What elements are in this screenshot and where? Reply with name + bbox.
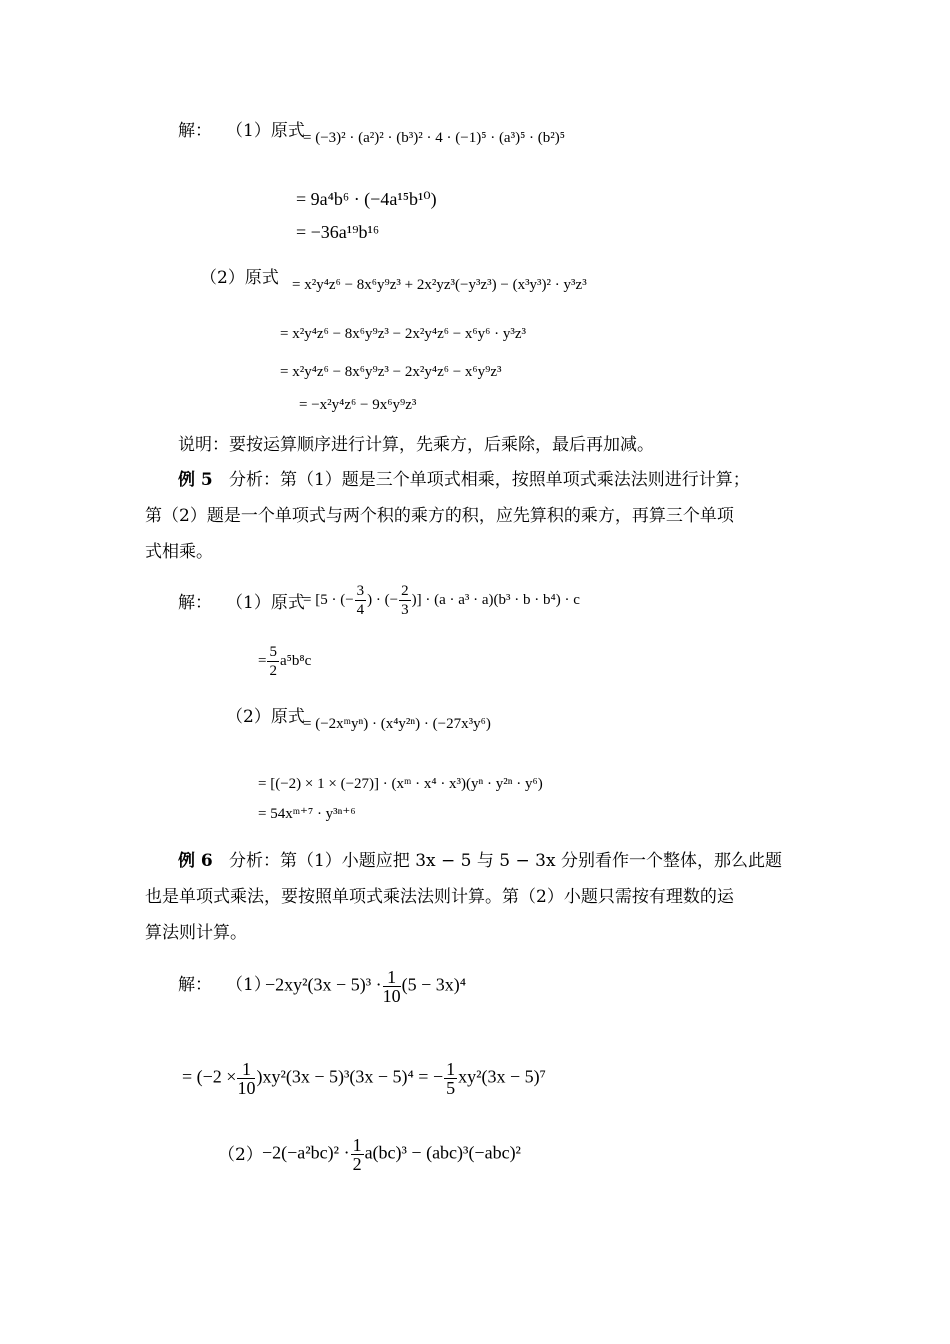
ex5-analysis-line2: 第（2）题是一个单项式与两个积的乘方的积，应先算积的乘方，再算三个单项 <box>145 506 734 526</box>
solve-label-ex4: 解： <box>178 121 212 141</box>
ex4-p2-line4: = −x²y⁴z⁶ − 9x⁶y⁹z³ <box>299 397 417 413</box>
ex5-tag: 例 5 <box>178 470 213 490</box>
ex4-p2-line2: = x²y⁴z⁶ − 8x⁶y⁹z³ − 2x²y⁴z⁶ − x⁶y⁶ · y³z³ <box>280 326 527 342</box>
ex5-p2-line2: = [(−2) × 1 × (−27)] · (xᵐ · x⁴ · x³)(yⁿ · y²ⁿ · y⁶) <box>258 776 543 792</box>
ex4-p2-line1: = x²y⁴z⁶ − 8x⁶y⁹z³ + 2x²yz³(−y³z³) − (x³y³)² · y³z³ <box>292 277 587 293</box>
ex6-p1-expr: −2xy²(3x − 5)³ · $\frac{1}{10}$ (5 − 3x)⁴ <box>265 967 466 1006</box>
ex4-p1-line3: = −36a¹⁹b¹⁶ <box>296 222 380 242</box>
ex4-p1-line1: = (−3)² · (a²)² · (b³)² · 4 · (−1)⁵ · (a³)⁵ · (b²)⁵ <box>303 130 566 146</box>
ex6-tag: 例 6 <box>178 851 213 871</box>
ex4-note: 说明：要按运算顺序进行计算，先乘方，后乘除，最后再加减。 <box>178 435 654 455</box>
ex4-p2-line3: = x²y⁴z⁶ − 8x⁶y⁹z³ − 2x²y⁴z⁶ − x⁶y⁹z³ <box>280 364 502 380</box>
part2-label-ex6: （2） <box>218 1145 263 1165</box>
part2-label-ex5: （2）原式 <box>226 707 305 727</box>
part1-label-ex4: （1）原式 <box>226 121 305 141</box>
part2-label-ex4: （2）原式 <box>200 268 279 288</box>
ex5-analysis-line3: 式相乘。 <box>145 542 213 562</box>
ex6-analysis-line3: 算法则计算。 <box>145 923 247 943</box>
ex4-p1-line2: = 9a⁴b⁶ · (−4a¹⁵b¹⁰) <box>296 189 437 209</box>
ex6-analysis-line1: 分析：第（1）小题应把 3x − 5 与 5 − 3x 分别看作一个整体，那么此题 <box>228 851 782 871</box>
ex5-analysis-line1: 分析：第（1）题是三个单项式相乘，按照单项式乘法法则进行计算； <box>228 470 750 490</box>
ex6-analysis-line2: 也是单项式乘法，要按照单项式乘法法则计算。第（2）小题只需按有理数的运 <box>145 887 734 907</box>
ex6-analysis <box>145 843 825 951</box>
ex6-p1-result: = (−2 × $\frac{1}{10}$ )xy²(3x − 5)³(3x − 5)⁴ = − $\frac{1}{5}$ xy²(3x − 5)⁷ <box>182 1059 546 1098</box>
solve-label-ex5: 解： <box>178 593 212 613</box>
ex6-p2-expr: −2(−a²bc)² · $\frac{1}{2}$ a(bc)³ − (abc)³(−abc)² <box>262 1135 521 1174</box>
ex5-analysis <box>145 462 825 570</box>
ex5-p1-line2: = $\frac{5}{2}$ a⁵b⁸c <box>258 644 312 679</box>
solve-label-ex6: 解： <box>178 975 212 995</box>
part1-label-ex5: （1）原式 <box>226 593 305 613</box>
part1-label-ex6: （1） <box>226 975 271 995</box>
ex5-p2-line3: = 54xᵐ⁺⁷ · y³ⁿ⁺⁶ <box>258 806 356 822</box>
ex5-p1-line1: = [5 · (− $\frac{3}{4}$ ) · (− $\frac{2}{3}$ )] · (a · a³ · a)(b³ · b · b⁴) · c <box>303 583 580 618</box>
ex5-p2-line1: = (−2xᵐyⁿ) · (x⁴y²ⁿ) · (−27x³y⁶) <box>303 716 491 732</box>
